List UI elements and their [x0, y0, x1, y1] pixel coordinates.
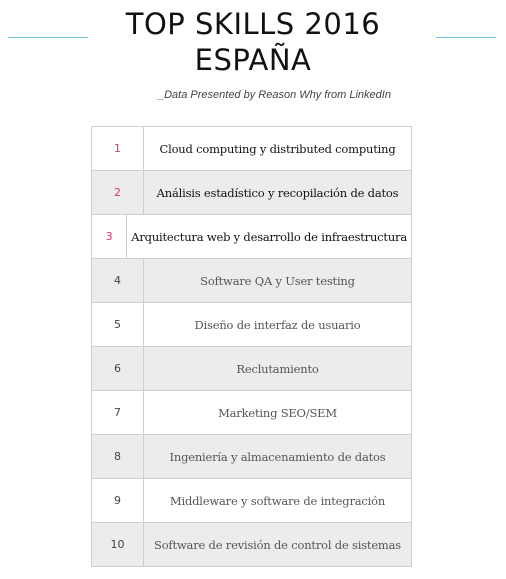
- rank-cell: 5: [92, 303, 144, 346]
- subtitle: _Data Presented by Reason Why from LinkedIn: [158, 89, 391, 101]
- rank-cell: 4: [92, 259, 144, 302]
- rank-cell: 10: [92, 523, 144, 566]
- rank-cell: 9: [92, 479, 144, 522]
- table-row: [92, 127, 411, 170]
- skill-cell: Análisis estadístico y recopilación de datos: [156, 185, 399, 200]
- skill-cell: Software de revisión de control de sistemas: [154, 537, 401, 552]
- rank-cell: 2: [92, 171, 144, 214]
- skill-cell: Middleware y software de integración: [169, 493, 386, 508]
- table-row: [92, 170, 411, 214]
- table-row: [92, 390, 411, 434]
- skill-cell: Diseño de interfaz de usuario: [194, 317, 361, 332]
- skill-cell: Software QA y User testing: [200, 273, 355, 288]
- table-row: [92, 346, 411, 390]
- table-row: [92, 434, 411, 478]
- table-row: [92, 258, 411, 302]
- skills-table: [91, 126, 412, 567]
- title-line-1: TOP SKILLS 2016: [125, 7, 381, 41]
- rank-cell: 7: [92, 391, 144, 434]
- table-row: [92, 302, 411, 346]
- rank-cell: 3: [92, 215, 127, 258]
- title-line-2: ESPAÑA: [194, 43, 312, 77]
- rank-cell: 6: [92, 347, 144, 390]
- skill-cell: Ingeniería y almacenamiento de datos: [169, 449, 386, 464]
- skill-cell: Arquitectura web y desarrollo de infraestructura: [131, 229, 407, 244]
- rank-cell: 8: [92, 435, 144, 478]
- table-row: [92, 478, 411, 522]
- table-row: [92, 522, 411, 566]
- rank-cell: 1: [92, 127, 144, 170]
- skill-cell: Cloud computing y distributed computing: [159, 141, 396, 156]
- skill-cell: Marketing SEO/SEM: [218, 405, 337, 420]
- page-title: [0, 6, 506, 78]
- table-row: [92, 214, 411, 258]
- skill-cell: Reclutamiento: [236, 361, 319, 376]
